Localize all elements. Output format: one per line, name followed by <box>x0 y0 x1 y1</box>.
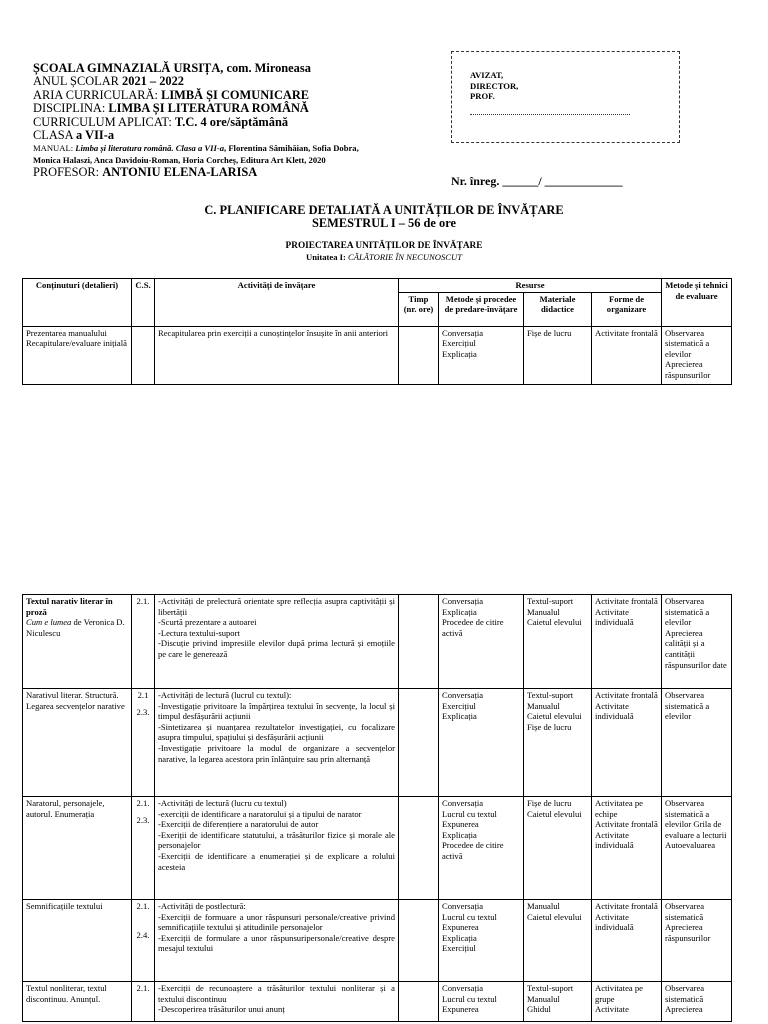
cell-activitati: -Exerciții de recunoaștere a trăsăturilor textului nonliterar și a textului discontinuu -Descoperirea trăsăturilor unui anunț <box>155 982 399 1022</box>
cell-activitati: -Activități de lectură (lucru cu textul) -exerciții de identificare a naratorului și a tipului de narator -Exerciții de diferențiere a naratorului de autor -Exeriții de identificare statutului, a trăsăturilor fizice și morale ale personajelor -Exerciții de identificare a enumerației și de explicare a rolului acesteia <box>155 797 399 900</box>
cell-activitati: -Activități de lectură (lucrul cu textul): -Investigație privitoare la împărțirea textului în secvențe, la locul și timpul desfășurării acțiunii -Sintetizarea și nuanțarea rezultatelor investigației, cu focalizare asupra timpului, spațiului și desfășurării acțiunii -Investigație privitoare la modul de organizare a secvențelor narative, la legarea acestora prin înlănțuire sau prin alternanță <box>155 689 399 797</box>
registration-number: Nr. înreg. ______/ _____________ <box>451 174 623 188</box>
cell-evaluare: Observarea sistematică Aprecierea <box>662 982 732 1022</box>
curricular-area: ARIA CURRICULARĂ: LIMBĂ ȘI COMUNICARE <box>33 87 310 102</box>
cell-forme: Activitate frontală Activitate individuală <box>592 689 662 797</box>
cell-continut: Naratorul, personajele, autorul. Enumerația <box>23 797 132 900</box>
planning-table-header <box>22 278 732 385</box>
cell-timp <box>399 326 439 384</box>
cell-timp <box>399 595 439 689</box>
document-header <box>33 62 453 180</box>
approval-text: AVIZAT, DIRECTOR, PROF. <box>470 70 519 102</box>
discipline: DISCIPLINA: LIMBA ȘI LITERATURA ROMÂNĂ <box>33 101 309 116</box>
unit-title: Unitatea I: CĂLĂTORIE ÎN NECUNOSCUT <box>306 252 462 262</box>
table-row <box>23 326 732 384</box>
cell-materiale: Manualul Caietul elevului <box>524 900 592 982</box>
cell-evaluare: Observarea sistematică a elevilor Aprecierea calității și a cantității răspunsurilor date <box>662 595 732 689</box>
cell-metode: Conversația Exercițiul Explicația <box>439 689 524 797</box>
table-row <box>23 797 732 900</box>
table-row <box>23 595 732 689</box>
cell-cs: 2.1. 2.3. <box>132 797 155 900</box>
col-forme: Forme de organizare <box>592 292 662 326</box>
proiectare-title: PROIECTAREA UNITĂȚILOR DE ÎNVĂȚARE <box>285 241 483 251</box>
table-row <box>23 982 732 1022</box>
page-title: C. PLANIFICARE DETALIATĂ A UNITĂȚILOR DE ÎNVĂȚARE <box>204 203 564 217</box>
cell-metode: Conversația Lucrul cu textul Expunerea <box>439 982 524 1022</box>
approval-box <box>451 51 680 143</box>
cell-evaluare: Observarea sistematică a elevilor <box>662 689 732 797</box>
cell-metode: Conversația Explicația Procedee de citire activă <box>439 595 524 689</box>
cell-activitati: -Activități de postlectură: -Exerciții de formuare a unor răspunsuri personale/creative privind semnificațiile textului și atitudinile personajelor -Exerciții de formulare a unor răspunsuripersonale/creative despre mesajul textului <box>155 900 399 982</box>
cell-forme: Activitatea pe grupe Activitate <box>592 982 662 1022</box>
cell-materiale: Textul-suport Manualul Caietul elevului <box>524 595 592 689</box>
cell-forme: Activitate frontală Activitate individuală <box>592 900 662 982</box>
school-year: ANUL ȘCOLAR 2021 – 2022 <box>33 74 184 89</box>
class: CLASA a VII-a <box>33 128 115 143</box>
cell-materiale: Fișe de lucru Caietul elevului <box>524 797 592 900</box>
planning-table-body <box>22 594 732 1022</box>
col-activitati: Activități de învățare <box>155 279 399 327</box>
col-materiale: Materiale didactice <box>524 292 592 326</box>
school-name: ȘCOALA GIMNAZIALĂ URSIȚA, com. Mironeasa <box>33 61 311 75</box>
cell-timp <box>399 982 439 1022</box>
cell-continut: Prezentarea manualului Recapitulare/evaluare inițială <box>23 326 132 384</box>
cell-continut: Narativul literar. Structură. Legarea secvențelor narative <box>23 689 132 797</box>
cell-metode: Conversația Lucrul cu textul Expunerea Explicația Procedee de citire activă <box>439 797 524 900</box>
cell-forme: Activitate frontală Activitate individuală <box>592 595 662 689</box>
semester-title: SEMESTRUL I – 56 de ore <box>311 216 456 230</box>
professor: PROFESOR: ANTONIU ELENA-LARISA <box>33 165 258 180</box>
cell-metode: Conversația Lucrul cu textul Expunerea Explicația Exercițiul <box>439 900 524 982</box>
cell-timp <box>399 797 439 900</box>
cell-continut: Textul nonliterar, textul discontinuu. Anunțul. <box>23 982 132 1022</box>
cell-continut: Semnificațiile textului <box>23 900 132 982</box>
cell-materiale: Textul-suport Manualul Ghidul <box>524 982 592 1022</box>
signature-line <box>470 114 630 115</box>
manual-authors: Monica Halaszi, Anca Davidoiu-Roman, Horia Corcheș, Editura Art Klett, 2020 <box>33 155 326 166</box>
cell-cs: 2.1. <box>132 982 155 1022</box>
col-metode-evaluare: Metode și tehnici de evaluare <box>662 279 732 327</box>
cell-activitati: Recapitularea prin exerciții a cunoștințelor însușite în anii anteriori <box>155 326 399 384</box>
col-metode-predare: Metode și procedee de predare-învățare <box>439 292 524 326</box>
cell-metode: Conversația Exercițiul Explicația <box>439 326 524 384</box>
cell-activitati: -Activități de prelectură orientate spre reflecția asupra captivității și libertății -Scurtă prezentare a autoarei -Lectura textului-suport -Discuție privind impresiile elevilor după prima lectură și emoțiile pe care le generează <box>155 595 399 689</box>
col-cs: C.S. <box>132 279 155 327</box>
col-resurse: Resurse <box>399 279 662 293</box>
cell-cs <box>132 326 155 384</box>
col-timp: Timp (nr. ore) <box>399 292 439 326</box>
cell-timp <box>399 900 439 982</box>
cell-evaluare: Observarea sistematică Aprecierea răspunsurilor <box>662 900 732 982</box>
table-row <box>23 689 732 797</box>
cell-materiale: Textul-suport Manualul Caietul elevului Fișe de lucru <box>524 689 592 797</box>
manual: MANUAL: Limba și literatura română. Clasa a VII-a, Florentina Sâmihăian, Sofia Dobra, <box>33 143 359 154</box>
cell-forme: Activitatea pe echipe Activitate frontală Activitate individuală <box>592 797 662 900</box>
cell-cs: 2.1. 2.4. <box>132 900 155 982</box>
cell-cs: 2.1 2.3. <box>132 689 155 797</box>
cell-evaluare: Observarea sistematică a elevilor Grila de evaluare a lecturii Autoevaluarea <box>662 797 732 900</box>
cell-forme: Activitate frontală <box>592 326 662 384</box>
cell-continut: Textul narativ literar în proză Cum e lumea de Veronica D. Niculescu <box>23 595 132 689</box>
cell-evaluare: Observarea sistematică a elevilor Aprecierea răspunsurilor <box>662 326 732 384</box>
col-continuturi: Conținuturi (detalieri) <box>23 279 132 327</box>
table-row <box>23 900 732 982</box>
cell-materiale: Fișe de lucru <box>524 326 592 384</box>
cell-timp <box>399 689 439 797</box>
cell-cs: 2.1. <box>132 595 155 689</box>
curriculum: CURRICULUM APLICAT: T.C. 4 ore/săptămână <box>33 114 289 129</box>
